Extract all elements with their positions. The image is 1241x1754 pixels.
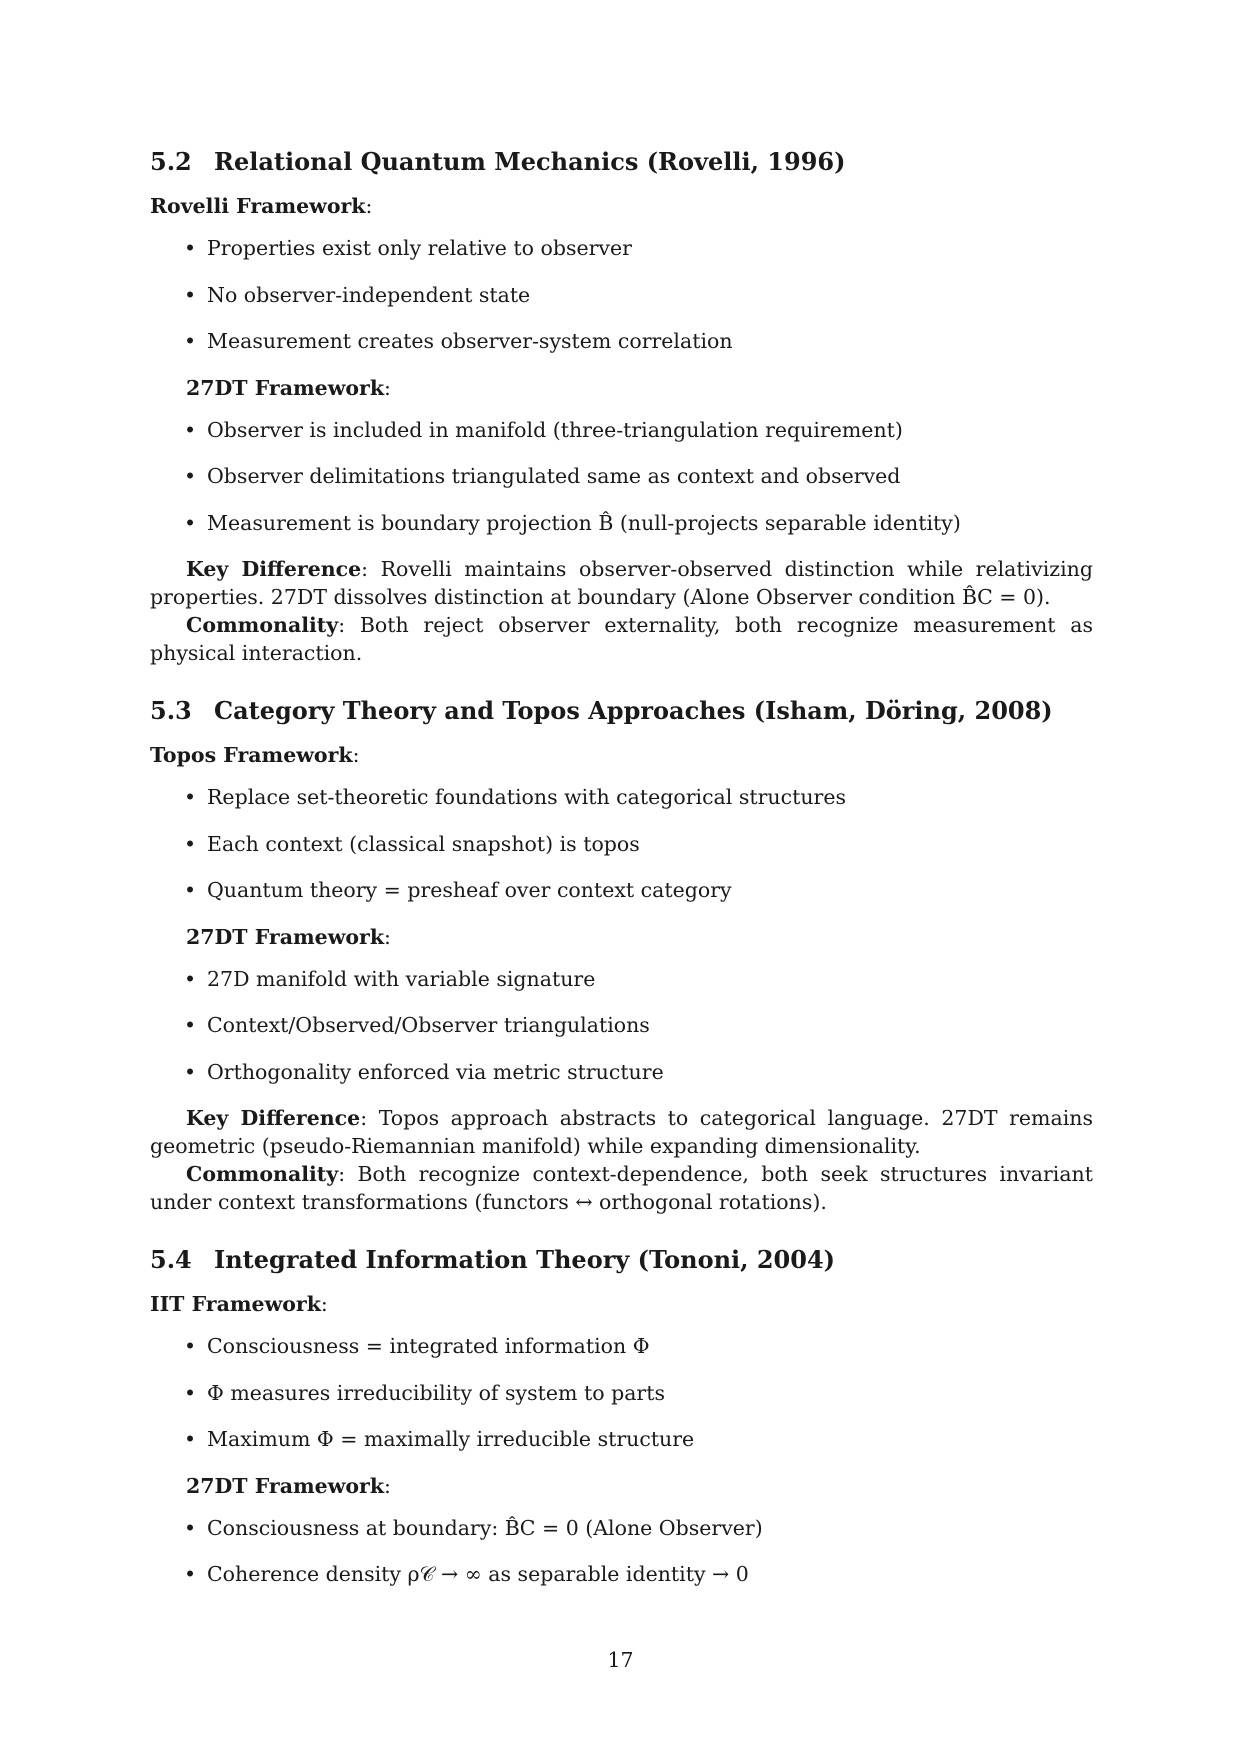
commonality-paragraph: Commonality: Both recognize context-dependence, both seek structures invariant under context transformations (functors ↔ orthogonal rotations). (150, 1162, 1093, 1214)
framework-list (150, 416, 1093, 537)
framework-list (150, 1514, 1093, 1589)
section-number: 5.2 (150, 147, 192, 176)
key-difference-text: Rovelli maintains observer-observed distinction while relativizing properties. 27DT dissolves distinction at boundary (Alone Observer condition B̂C = 0). (150, 557, 1093, 609)
list-item: • Consciousness at boundary: B̂C = 0 (Alone Observer) (150, 1514, 1093, 1542)
framework-list (150, 1332, 1093, 1453)
framework-label: 27DT Framework: (186, 1473, 391, 1498)
list-item: • Maximum Φ = maximally irreducible structure (150, 1425, 1093, 1453)
list-item: • Coherence density ρ𝒞 → ∞ as separable identity → 0 (150, 1560, 1093, 1588)
framework-label-text: IIT Framework (150, 1292, 321, 1316)
commonality-label: Commonality (186, 613, 339, 637)
list-item: • Properties exist only relative to observer (150, 234, 1093, 262)
framework-list (150, 234, 1093, 355)
key-difference-paragraph: Key Difference: Topos approach abstracts to categorical language. 27DT remains geometric (pseudo-Riemannian manifold) while expanding dimensionality. (150, 1106, 1093, 1158)
list-item: • Consciousness = integrated information Φ (150, 1332, 1093, 1360)
list-item: • Quantum theory = presheaf over context category (150, 876, 1093, 904)
list-item: • 27D manifold with variable signature (150, 965, 1093, 993)
list-item: • Each context (classical snapshot) is topos (150, 830, 1093, 858)
framework-label: 27DT Framework: (186, 924, 391, 949)
commonality-label: Commonality (186, 1162, 339, 1186)
section-title: Integrated Information Theory (Tononi, 2004) (214, 1245, 835, 1274)
framework-label-text: Topos Framework (150, 743, 353, 767)
list-item: • Measurement is boundary projection B̂ (null-projects separable identity) (150, 509, 1093, 537)
framework-list (150, 965, 1093, 1086)
key-difference-label: Key Difference (186, 557, 362, 581)
commonality-paragraph: Commonality: Both reject observer externality, both recognize measurement as physical interaction. (150, 613, 1093, 665)
commonality-text: Both reject observer externality, both recognize measurement as physical interaction. (150, 613, 1093, 665)
section-heading (150, 1244, 1093, 1276)
section-number: 5.3 (150, 696, 192, 725)
list-item: • Measurement creates observer-system correlation (150, 327, 1093, 355)
framework-label: Rovelli Framework: (150, 194, 373, 218)
commonality-text: Both recognize context-dependence, both seek structures invariant under context transformations (functors ↔ orthogonal rotations). (150, 1162, 1093, 1214)
section-title: Category Theory and Topos Approaches (Isham, Döring, 2008) (214, 696, 1053, 725)
list-item: • Observer is included in manifold (three-triangulation requirement) (150, 416, 1093, 444)
section-number: 5.4 (150, 1245, 192, 1274)
section-5-3 (150, 695, 1093, 1216)
list-item: • No observer-independent state (150, 281, 1093, 309)
list-item: • Observer delimitations triangulated same as context and observed (150, 462, 1093, 490)
framework-label-text: Rovelli Framework (150, 194, 366, 218)
key-difference-text: Topos approach abstracts to categorical language. 27DT remains geometric (pseudo-Riemannian manifold) while expanding dimensionality. (150, 1106, 1093, 1158)
framework-label: Topos Framework: (150, 743, 360, 767)
framework-list (150, 783, 1093, 904)
framework-label: 27DT Framework: (186, 375, 391, 400)
section-heading (150, 146, 1093, 178)
framework-label-text: 27DT Framework (186, 1473, 385, 1498)
list-item: • Context/Observed/Observer triangulations (150, 1011, 1093, 1039)
framework-label-text: 27DT Framework (186, 375, 385, 400)
section-5-2 (150, 146, 1093, 667)
list-item: • Replace set-theoretic foundations with categorical structures (150, 783, 1093, 811)
section-title: Relational Quantum Mechanics (Rovelli, 1996) (214, 147, 846, 176)
framework-label-text: 27DT Framework (186, 924, 385, 949)
list-item: • Orthogonality enforced via metric structure (150, 1058, 1093, 1086)
section-5-4 (150, 1244, 1093, 1588)
page-content (150, 146, 1093, 1616)
key-difference-paragraph: Key Difference: Rovelli maintains observer-observed distinction while relativizing properties. 27DT dissolves distinction at boundary (Alone Observer condition B̂C = 0). (150, 557, 1093, 609)
page-number: 17 (607, 1648, 634, 1672)
section-heading (150, 695, 1093, 727)
list-item: • Φ measures irreducibility of system to parts (150, 1379, 1093, 1407)
framework-label: IIT Framework: (150, 1292, 328, 1316)
key-difference-label: Key Difference (186, 1106, 361, 1130)
